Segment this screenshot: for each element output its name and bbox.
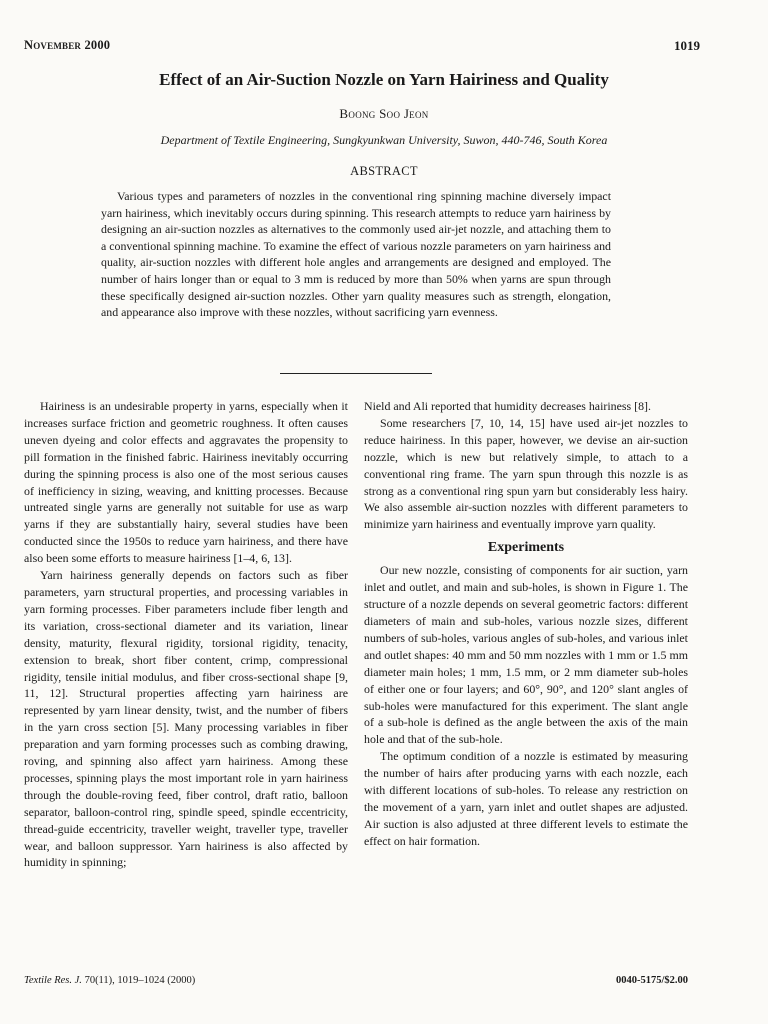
abstract-text: Various types and parameters of nozzles in the conventional ring spinning machine diversely impact yarn hairiness, which inevitably occurs during spinning. This research attempts to reduce yarn hairiness by designing an air-suction nozzles as alternatives to the commonly used air-jet nozzle, and attaching them to a conventional spinning machine. To examine the effect of various nozzle parameters on yarn hairiness and quality, air-suction nozzles with different hole angles and arrangements are designed and employed. The number of hairs longer than or equal to 3 mm is reduced by more than 50% when yarns are spun through these specifically designed air-suction nozzles. Other yarn quality measures such as strength, elongation, and appearance also improve with these nozzles, without sacrificing yarn evenness.: [101, 189, 611, 320]
body-paragraph: The optimum condition of a nozzle is estimated by measuring the number of hairs after producing yarns with each nozzle, each with different locations of sub-holes. To release any restriction on the movement of a yarn, yarn inlet and outlet shapes are adjusted. Air suction is also adjusted at three different levels to estimate the effect on hair formation.: [364, 749, 688, 848]
author-affiliation: Department of Textile Engineering, Sungkyunkwan University, Suwon, 440-746, South Korea: [160, 133, 608, 147]
body-paragraph: Nield and Ali reported that humidity decreases hairiness [8].: [364, 399, 651, 413]
body-paragraph: Some researchers [7, 10, 14, 15] have used air-jet nozzles to reduce hairiness. In this paper, however, we devise an air-suction nozzle, which is new but relatively simple, to attach to a conventional ring frame. The yarn spun through this nozzle is as strong as a conventional ring spun yarn but considerably less hairy. We also assemble air-suction nozzles with different parameters to minimize yarn hairiness and eventually improve yarn quality.: [364, 415, 688, 532]
page-number: 1019: [674, 38, 700, 53]
body-paragraph: Hairiness is an undesirable property in yarns, especially when it increases surface friction and geometric roughness. It often causes uneven dyeing and color effects and aggravates the propensity to pill formation in the finished fabric. Hairiness inevitably occurring during the spinning process is also one of the most serious causes of inefficiency in sizing, weaving, and knitting processes. Because untreated single yarns are generally not suitable for use as warp yarns if they are substantially hairy, several studies have been conducted since the 1950s to reduce yarn hairiness, and there have also been some efforts to measure hairiness [1–4, 6, 13].: [24, 399, 348, 566]
footer-code: 0040-5175/$2.00: [615, 975, 688, 986]
left-column: [24, 398, 348, 871]
right-column: [364, 398, 688, 850]
footer-volume: 70(11), 1019–1024 (2000): [84, 975, 196, 986]
author-name: Boong Soo Jeon: [339, 106, 429, 121]
body-paragraph: Our new nozzle, consisting of components for air suction, yarn inlet and outlet, and main and sub-holes, is shown in Figure 1. The structure of a nozzle depends on several geometric factors: different diameters of main and sub-holes, various nozzle sizes, different numbers of sub-holes, various angles of sub-holes, and various inlet and outlet shapes: 40 mm and 50 mm nozzles with 1 mm or 1.5 mm diameter main holes; 1 mm, 1.5 mm, or 2 mm diameter sub-holes of either one or four layers; and 60°, 90°, and 120° slant angles of sub-holes were manufactured for this experiment. The slant angle of a sub-hole is defined as the angle between the axis of the main hole and that of the sub-hole.: [364, 563, 688, 747]
footer-citation: [24, 975, 195, 986]
running-head: [24, 38, 700, 54]
abstract-heading: ABSTRACT: [350, 164, 418, 178]
paper-title: Effect of an Air-Suction Nozzle on Yarn Hairiness and Quality: [159, 70, 609, 89]
section-divider: [280, 373, 432, 374]
body-paragraph: Yarn hairiness generally depends on factors such as fiber parameters, yarn structural properties, and processing variables in yarn forming processes. Fiber parameters include fiber length and its variation, cross-sectional diameter and its variation, linear density, maturity, flexural rigidity, torsional rigidity, tenacity, extension to break, short fiber content, crimp, compressional rigidity, tensile initial modulus, and fiber cross-sectional shape [9, 11, 12]. Structural properties affecting yarn hairiness are represented by yarn linear density, twist, and the number of fibers in the yarn cross section [5]. Many processing variables in fiber preparation and yarn forming processes such as combing drawing, roving, and spinning also affect yarn hairiness. Among these processes, spinning plays the most important role in yarn hairiness through the double-roving feed, fiber control, draft ratio, balloon separator, balloon-control ring, spindle speed, spindle eccentricity, thread-guide eccentricity, traveller weight, traveller type, traveller wear, and balloon suppressor. Yarn hairiness is also affected by humidity in spinning;: [24, 568, 348, 870]
section-heading-experiments: Experiments: [487, 540, 565, 556]
footer-journal: Textile Res. J.: [24, 975, 82, 986]
running-head-date: November 2000: [24, 38, 111, 52]
